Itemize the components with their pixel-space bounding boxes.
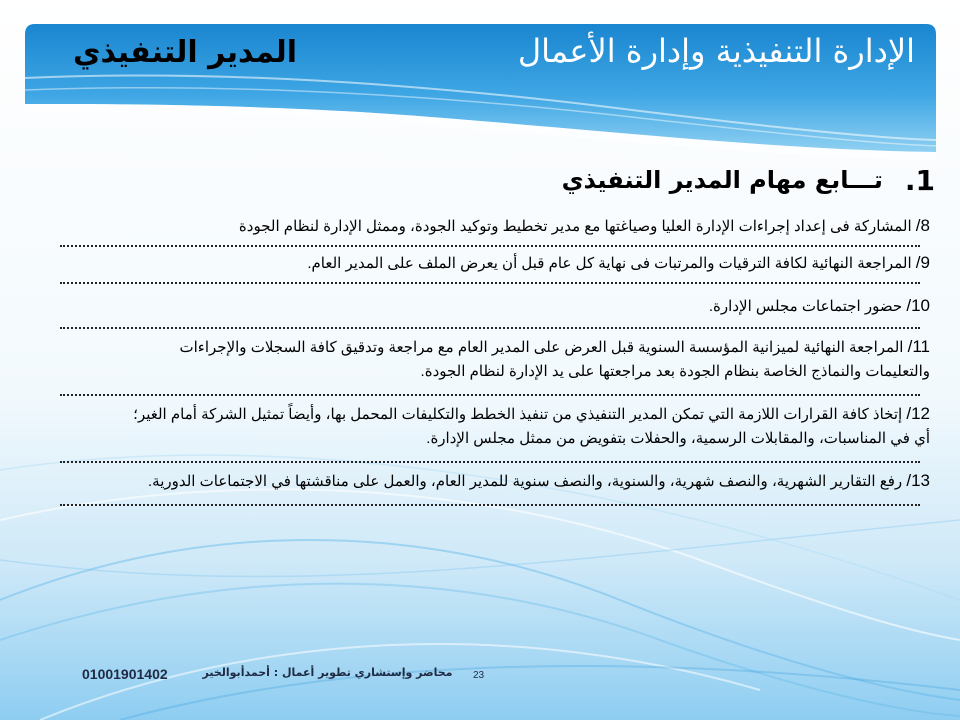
task-item-text: إتخاذ كافة القرارات اللازمة التي تمكن المدير التنفيذي من تنفيذ الخطط والتكليفات المحمل بها، وأيضاً تمثيل الشركة أمام الغير؛ [133,406,903,423]
task-item [40,210,930,245]
page-number: 23 [473,670,485,681]
task-item-number: 10/ [906,296,930,315]
task-item-line [40,469,930,494]
task-item [40,247,930,282]
section-number: 1. [904,163,935,197]
task-item [40,396,930,461]
section-heading-text: تـــابع مهام المدير التنفيذي [561,166,883,194]
dotted-separator [60,504,920,506]
task-item-text: المشاركة فى إعداد إجراءات الإدارة العليا وصياغتها مع مدير تخطيط وتوكيد الجودة، وممثل الإدارة لنظام الجودة [238,218,912,235]
task-item-line [40,427,930,451]
task-item-text: حضور اجتماعات مجلس الإدارة. [708,298,903,315]
task-item [40,284,930,327]
task-item-text: أي في المناسبات، والمقابلات الرسمية، والحفلات بتفويض من ممثل مجلس الإدارة. [426,430,930,447]
slide-content [40,150,935,506]
task-item-text: والتعليمات والنماذج الخاصة بنظام الجودة بعد مراجعتها على يد الإدارة لنظام الجودة. [420,363,930,380]
task-item [40,463,930,504]
task-item-text: المراجعة النهائية لكافة الترقيات والمرتبات فى نهاية كل عام قبل أن يعرض الملف على المدير العام. [307,255,912,272]
task-item-number: 13/ [906,471,930,490]
task-item-number: 12/ [906,404,930,423]
task-list [40,210,930,506]
task-item-text: رفع التقارير الشهرية، والنصف شهرية، والسنوية، والنصف سنوية للمدير العام، والعمل على مناقشتها في الاجتماعات الدورية. [147,473,903,490]
section-heading [40,150,935,210]
task-item-number: 11/ [907,337,930,356]
task-item-line [40,294,930,319]
task-item-number: 9/ [915,253,930,272]
task-item-line [40,251,930,276]
footer-author: محاضر وإستشاري تطوير أعمال : أحمدأبوالخير [202,666,453,679]
task-item [40,329,930,394]
task-item-number: 8/ [915,216,930,235]
task-item-line [40,360,930,384]
footer-phone: 01001901402 [82,666,168,682]
slide-title: الإدارة التنفيذية وإدارة الأعمال [517,32,915,70]
task-item-line [40,402,930,427]
task-item-text: المراجعة النهائية لميزانية المؤسسة السنوية قبل العرض على المدير العام مع مراجعة وتدقيق كافة السجلات والإجراءات [179,339,904,356]
task-item-line [40,335,930,360]
slide-role-title: المدير التنفيذي [72,35,298,70]
task-item-line [40,214,930,239]
